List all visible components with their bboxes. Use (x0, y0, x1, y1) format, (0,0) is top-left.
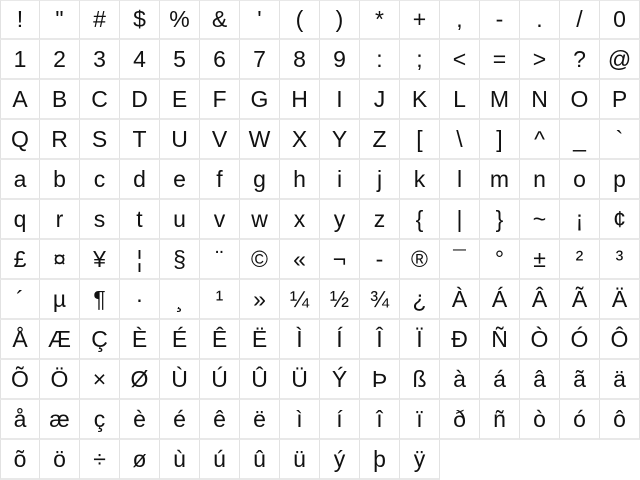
glyph-cell: Z (360, 120, 400, 160)
glyph-cell: Ò (520, 320, 560, 360)
glyph-cell: F (200, 80, 240, 120)
glyph-cell: § (160, 240, 200, 280)
glyph-cell: Ç (80, 320, 120, 360)
glyph-cell: Û (240, 360, 280, 400)
glyph-cell: - (480, 0, 520, 40)
glyph-cell: ' (240, 0, 280, 40)
glyph-cell: Á (480, 280, 520, 320)
glyph-cell: H (280, 80, 320, 120)
glyph-cell: P (600, 80, 640, 120)
glyph-cell: é (160, 400, 200, 440)
glyph-cell: * (360, 0, 400, 40)
glyph-cell: ¨ (200, 240, 240, 280)
glyph-cell: ! (0, 0, 40, 40)
glyph-cell: è (120, 400, 160, 440)
glyph-cell: ´ (0, 280, 40, 320)
glyph-cell: s (80, 200, 120, 240)
glyph-cell: ^ (520, 120, 560, 160)
glyph-cell: - (360, 240, 400, 280)
glyph-cell: | (440, 200, 480, 240)
glyph-cell: D (120, 80, 160, 120)
glyph-cell: 3 (80, 40, 120, 80)
glyph-cell: Õ (0, 360, 40, 400)
glyph-cell: B (40, 80, 80, 120)
glyph-cell: ± (520, 240, 560, 280)
glyph-cell: À (440, 280, 480, 320)
glyph-cell: û (240, 440, 280, 480)
char-row (0, 320, 640, 360)
glyph-cell: / (560, 0, 600, 40)
glyph-cell: Q (0, 120, 40, 160)
glyph-cell: Ü (280, 360, 320, 400)
glyph-cell: X (280, 120, 320, 160)
glyph-cell: K (400, 80, 440, 120)
glyph-cell: $ (120, 0, 160, 40)
glyph-cell: ø (120, 440, 160, 480)
glyph-cell: ÿ (400, 440, 440, 480)
glyph-cell: G (240, 80, 280, 120)
glyph-cell: Æ (40, 320, 80, 360)
glyph-cell: õ (0, 440, 40, 480)
glyph-cell: Ú (200, 360, 240, 400)
glyph-cell: î (360, 400, 400, 440)
glyph-cell: ( (280, 0, 320, 40)
glyph-cell: ß (400, 360, 440, 400)
glyph-cell: [ (400, 120, 440, 160)
glyph-cell: L (440, 80, 480, 120)
char-row (0, 120, 640, 160)
glyph-cell: ü (280, 440, 320, 480)
glyph-cell: ý (320, 440, 360, 480)
glyph-cell: ë (240, 400, 280, 440)
glyph-cell: d (120, 160, 160, 200)
glyph-cell: U (160, 120, 200, 160)
glyph-cell: ð (440, 400, 480, 440)
glyph-cell: « (280, 240, 320, 280)
glyph-cell: æ (40, 400, 80, 440)
glyph-cell: x (280, 200, 320, 240)
glyph-cell: ¾ (360, 280, 400, 320)
glyph-cell: Ö (40, 360, 80, 400)
glyph-cell: ù (160, 440, 200, 480)
glyph-cell: ê (200, 400, 240, 440)
glyph-cell: < (440, 40, 480, 80)
glyph-cell: 7 (240, 40, 280, 80)
glyph-cell: % (160, 0, 200, 40)
glyph-cell: r (40, 200, 80, 240)
glyph-cell: ; (400, 40, 440, 80)
glyph-cell: ¼ (280, 280, 320, 320)
glyph-cell: Ä (600, 280, 640, 320)
glyph-cell: ¥ (80, 240, 120, 280)
glyph-cell: \ (440, 120, 480, 160)
glyph-cell: l (440, 160, 480, 200)
glyph-cell: · (120, 280, 160, 320)
glyph-cell: ¸ (160, 280, 200, 320)
char-row (0, 440, 640, 480)
glyph-cell: 1 (0, 40, 40, 80)
glyph-cell: ú (200, 440, 240, 480)
glyph-cell: t (120, 200, 160, 240)
char-row (0, 0, 640, 40)
glyph-cell: ç (80, 400, 120, 440)
glyph-cell: × (80, 360, 120, 400)
glyph-cell: Å (0, 320, 40, 360)
glyph-cell: J (360, 80, 400, 120)
glyph-cell: ¹ (200, 280, 240, 320)
glyph-cell: # (80, 0, 120, 40)
glyph-cell: Ë (240, 320, 280, 360)
glyph-cell: Y (320, 120, 360, 160)
glyph-cell: Ã (560, 280, 600, 320)
glyph-cell: ³ (600, 240, 640, 280)
glyph-cell: ¢ (600, 200, 640, 240)
glyph-cell: ¶ (80, 280, 120, 320)
char-row (0, 80, 640, 120)
glyph-cell: É (160, 320, 200, 360)
glyph-cell: @ (600, 40, 640, 80)
glyph-cell: Ð (440, 320, 480, 360)
glyph-cell: ¦ (120, 240, 160, 280)
glyph-cell: c (80, 160, 120, 200)
glyph-cell: V (200, 120, 240, 160)
glyph-cell: â (520, 360, 560, 400)
glyph-cell: " (40, 0, 80, 40)
glyph-cell: b (40, 160, 80, 200)
glyph-cell: ò (520, 400, 560, 440)
glyph-cell: ö (40, 440, 80, 480)
glyph-cell: 9 (320, 40, 360, 80)
glyph-cell: Ý (320, 360, 360, 400)
glyph-cell: q (0, 200, 40, 240)
glyph-cell: Ï (400, 320, 440, 360)
glyph-cell: Í (320, 320, 360, 360)
char-row (0, 40, 640, 80)
glyph-cell: A (0, 80, 40, 120)
glyph-cell: Î (360, 320, 400, 360)
char-row (0, 280, 640, 320)
glyph-cell: ì (280, 400, 320, 440)
glyph-cell: ` (600, 120, 640, 160)
glyph-cell: í (320, 400, 360, 440)
glyph-cell: Ù (160, 360, 200, 400)
char-row (0, 400, 640, 440)
glyph-cell: W (240, 120, 280, 160)
glyph-cell: n (520, 160, 560, 200)
glyph-cell: » (240, 280, 280, 320)
glyph-cell: z (360, 200, 400, 240)
glyph-cell: ] (480, 120, 520, 160)
glyph-cell: Þ (360, 360, 400, 400)
glyph-cell: 8 (280, 40, 320, 80)
glyph-cell: { (400, 200, 440, 240)
glyph-cell: Ñ (480, 320, 520, 360)
glyph-cell: ² (560, 240, 600, 280)
glyph-cell: u (160, 200, 200, 240)
glyph-cell: Ø (120, 360, 160, 400)
glyph-cell: Ó (560, 320, 600, 360)
glyph-cell: ô (600, 400, 640, 440)
glyph-cell: , (440, 0, 480, 40)
glyph-cell: ã (560, 360, 600, 400)
glyph-cell: v (200, 200, 240, 240)
glyph-cell: È (120, 320, 160, 360)
glyph-cell: à (440, 360, 480, 400)
glyph-cell: j (360, 160, 400, 200)
glyph-cell: ¿ (400, 280, 440, 320)
glyph-cell: å (0, 400, 40, 440)
glyph-cell: Ì (280, 320, 320, 360)
glyph-cell: ¬ (320, 240, 360, 280)
glyph-cell: O (560, 80, 600, 120)
glyph-cell: ¤ (40, 240, 80, 280)
glyph-cell: 6 (200, 40, 240, 80)
glyph-cell: . (520, 0, 560, 40)
glyph-cell: ) (320, 0, 360, 40)
glyph-cell: Â (520, 280, 560, 320)
glyph-cell: C (80, 80, 120, 120)
glyph-cell: = (480, 40, 520, 80)
glyph-cell: o (560, 160, 600, 200)
glyph-cell: _ (560, 120, 600, 160)
glyph-cell: > (520, 40, 560, 80)
glyph-cell: i (320, 160, 360, 200)
glyph-cell: ¡ (560, 200, 600, 240)
glyph-cell: þ (360, 440, 400, 480)
glyph-cell: f (200, 160, 240, 200)
glyph-cell: & (200, 0, 240, 40)
glyph-cell: ~ (520, 200, 560, 240)
glyph-cell: } (480, 200, 520, 240)
glyph-cell: © (240, 240, 280, 280)
glyph-cell: 2 (40, 40, 80, 80)
glyph-cell: N (520, 80, 560, 120)
glyph-cell: Ô (600, 320, 640, 360)
glyph-cell: ó (560, 400, 600, 440)
glyph-cell: ¯ (440, 240, 480, 280)
glyph-cell: a (0, 160, 40, 200)
glyph-cell: ñ (480, 400, 520, 440)
char-row (0, 360, 640, 400)
glyph-cell: E (160, 80, 200, 120)
glyph-cell: h (280, 160, 320, 200)
glyph-cell: ½ (320, 280, 360, 320)
glyph-cell: ÷ (80, 440, 120, 480)
glyph-cell: : (360, 40, 400, 80)
glyph-cell: ° (480, 240, 520, 280)
glyph-cell: £ (0, 240, 40, 280)
glyph-cell: Ê (200, 320, 240, 360)
glyph-cell: M (480, 80, 520, 120)
glyph-cell: S (80, 120, 120, 160)
glyph-cell: R (40, 120, 80, 160)
glyph-cell: ï (400, 400, 440, 440)
glyph-cell: p (600, 160, 640, 200)
glyph-cell: ® (400, 240, 440, 280)
glyph-cell: k (400, 160, 440, 200)
glyph-cell: m (480, 160, 520, 200)
glyph-cell: ä (600, 360, 640, 400)
glyph-cell: e (160, 160, 200, 200)
glyph-cell: 0 (600, 0, 640, 40)
glyph-cell: I (320, 80, 360, 120)
glyph-cell: + (400, 0, 440, 40)
char-row (0, 160, 640, 200)
glyph-cell: T (120, 120, 160, 160)
glyph-cell: w (240, 200, 280, 240)
glyph-cell: 4 (120, 40, 160, 80)
glyph-cell: á (480, 360, 520, 400)
char-row (0, 240, 640, 280)
glyph-cell: µ (40, 280, 80, 320)
glyph-cell: y (320, 200, 360, 240)
glyph-cell: g (240, 160, 280, 200)
char-row (0, 200, 640, 240)
glyph-cell: ? (560, 40, 600, 80)
glyph-cell: 5 (160, 40, 200, 80)
